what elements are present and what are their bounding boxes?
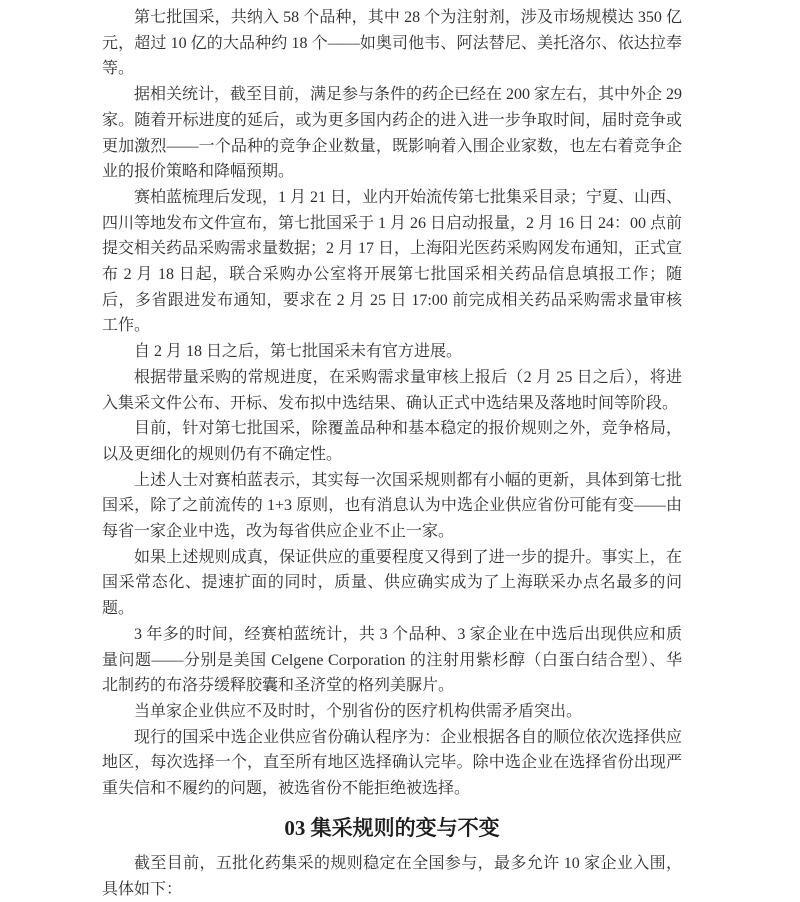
paragraph-rules-stable: 截至目前，五批化药集采的规则稳定在全国参与，最多允许 10 家企业入围，具体如下： [102, 854, 682, 898]
paragraph-rule-updates: 上述人士对赛柏蓝表示，其实每一次国采规则都有小幅的更新，具体到第七批国采，除了之前流传的 1+3 原则，也有消息认为中选企业供应省份可能有变——由每省一家企业中选，改为每省供应企业不止一家。 [102, 471, 682, 541]
paragraph-qualified-companies: 据相关统计，截至目前，满足参与条件的药企已经在 200 家左右，其中外企 29 家。随着开标进度的延后，或为更多国内药企的进入进一步争取时间，届时竞争或更加激烈——一个品种的竞争企业数量，既影响着入围企业家数，也左右着竞争企业的报价策略和降幅预期。 [102, 86, 683, 181]
paragraph-timeline: 赛柏蓝梳理后发现，1 月 21 日，业内开始流传第七批集采目录；宁夏、山西、四川等地发布文件宣布，第七批国采于 1 月 26 日启动报量，2 月 16 日 24：00 点前提交相关药品采购需求量数据；2 月 17 日，上海阳光医药采购网发布通知，正式宣布 2 月 18 日起，联合采购办公室将开展第七批国采相关药品信息填报工作；随后，多省跟进发布通知，要求在 2 月 25 日 17:00 前完成相关药品采购需求量审核工作。 [102, 188, 683, 335]
paragraph-normal-schedule: 根据带量采购的常规进度，在采购需求量审核上报后（2 月 25 日之后），将进入集采文件公布、开标、发布拟中选结果、确认正式中选结果及落地时间等阶段。 [102, 368, 682, 412]
paragraph-province-confirmation: 现行的国采中选企业供应省份确认程序为：企业根据各自的顺位依次选择供应地区，每次选择一个，直至所有地区选择确认完毕。除中选企业在选择省份出现严重失信和不履约的问题，被选省份不能拒绝被选择。 [102, 728, 682, 798]
paragraph-batch7-overview: 第七批国采，共纳入 58 个品种，其中 28 个为注射剂，涉及市场规模达 350 亿元，超过 10 亿的大品种约 18 个——如奥司他韦、阿法替尼、美托洛尔、依达拉奉等。 [102, 9, 682, 78]
paragraph-no-official-progress: 自 2 月 18 日之后，第七批国采未有官方进展。 [134, 343, 463, 361]
paragraph-supply-conflict: 当单家企业供应不及时时，个别省份的医疗机构供需矛盾突出。 [134, 702, 583, 720]
paragraph-supply-importance: 如果上述规则成真，保证供应的重要程度又得到了进一步的提升。事实上，在国采常态化、提速扩面的同时，质量、供应确实成为了上海联采办点名最多的问题。 [102, 548, 682, 618]
paragraph-supply-quality-issues: 3 年多的时间，经赛柏蓝统计，共 3 个品种、3 家企业在中选后出现供应和质量问题——分别是美国 Celgene Corporation 的注射用紫杉醇（白蛋白结合型）、华北制药的布洛芬缓释胶囊和圣济堂的格列美脲片。 [102, 625, 682, 695]
paragraph-uncertainty: 目前，针对第七批国采，除覆盖品种和基本稳定的报价规则之外，竞争格局，以及更细化的规则仍有不确定性。 [102, 420, 682, 463]
section-heading: 03 集采规则的变与不变 [284, 815, 500, 840]
